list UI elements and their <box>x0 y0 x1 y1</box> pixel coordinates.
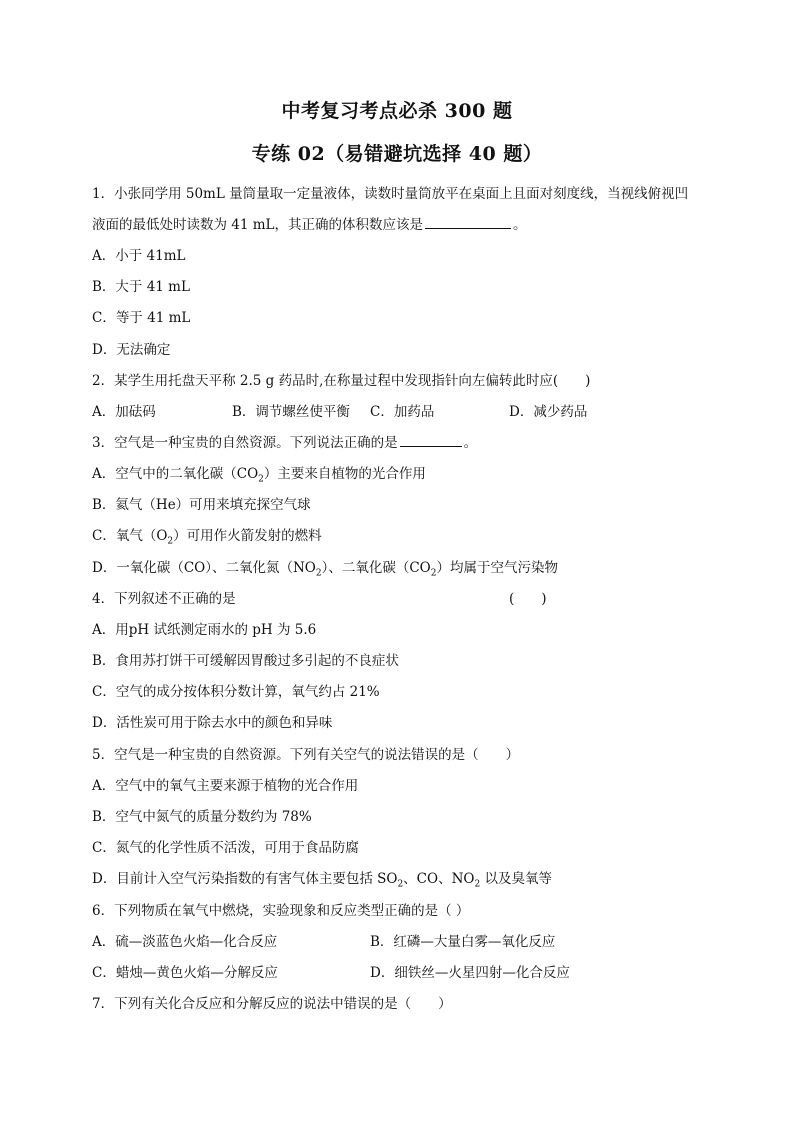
answer-blank <box>400 434 462 447</box>
q5-option-b: B．空气中氮气的质量分数约为 78% <box>92 809 312 825</box>
q5-option-d <box>92 870 552 894</box>
q3-option-d <box>92 559 558 583</box>
q6-option-a: A．硫—淡蓝色火焰—化合反应 <box>92 934 278 950</box>
q6-stem: 6．下列物质在氧气中燃烧，实验现象和反应类型正确的是（ ） <box>92 903 470 919</box>
subscript: 2 <box>430 568 437 579</box>
q6-option-b: B．红磷—大量白雾—氧化反应 <box>370 934 556 950</box>
q3-option-a-text-end: ）主要来自植物的光合作用 <box>263 466 426 482</box>
page-title: 中考复习考点必杀 300 题 <box>281 100 513 122</box>
q2-option-c: C．加药品 <box>370 404 435 420</box>
q1-stem-text: 液面的最低处时读数为 41 mL，其正确的体积数应该是 <box>92 217 424 233</box>
q1-option-d: D．无法确定 <box>92 342 171 358</box>
subscript: 2 <box>397 879 404 890</box>
q1-option-b: B．大于 41 mL <box>92 279 190 295</box>
q3-option-c-text: C．氧气（O <box>92 528 168 544</box>
q5-option-a: A．空气中的氧气主要来源于植物的光合作用 <box>92 778 359 794</box>
answer-blank <box>425 216 511 229</box>
q3-option-b: B．氦气（He）可用来填充探空气球 <box>92 497 311 513</box>
q3-option-c-text-end: ）可用作火箭发射的燃料 <box>173 528 322 544</box>
page-subtitle: 专练 02（易错避坑选择 40 题） <box>251 143 543 165</box>
q5-option-d-text-end: 以及臭氧等 <box>480 871 552 887</box>
q5-option-c: C．氮气的化学性质不活泼，可用于食品防腐 <box>92 840 359 856</box>
q2-stem: 2．某学生用托盘天平称 2.5 g 药品时,在称量过程中发现指针向左偏转此时应( ) <box>92 373 591 389</box>
q6-option-c: C．蜡烛—黄色火焰—分解反应 <box>92 965 278 981</box>
q4-answer-paren: ( ) <box>509 591 547 607</box>
q5-option-d-text: D．目前计入空气污染指数的有害气体主要包括 SO <box>92 871 398 887</box>
q3-stem <box>92 434 477 452</box>
subscript: 2 <box>315 568 322 579</box>
q2-option-d: D．减少药品 <box>509 404 588 420</box>
q2-option-a: A．加砝码 <box>92 404 156 420</box>
q1-option-a: A．小于 41mL <box>92 248 186 264</box>
q7-stem: 7．下列有关化合反应和分解反应的说法中错误的是（ ） <box>92 996 452 1012</box>
q4-option-c: C．空气的成分按体积分数计算，氧气约占 21% <box>92 684 380 700</box>
q3-option-a-text: A．空气中的二氧化碳（CO <box>92 466 259 482</box>
q1-stem-line1: 1．小张同学用 50mL 量筒量取一定量液体，读数时量筒放平在桌面上且面对刻度线，当视线俯视凹 <box>92 186 689 202</box>
q4-option-d: D．活性炭可用于除去水中的颜色和异味 <box>92 715 333 731</box>
q6-option-d: D．细铁丝—火星四射—化合反应 <box>370 965 570 981</box>
q1-stem-line2 <box>92 216 527 234</box>
q4-stem: 4．下列叙述不正确的是 <box>92 591 236 607</box>
q2-option-b: B．调节螺丝使平衡 <box>232 404 350 420</box>
q3-option-a <box>92 465 426 489</box>
q3-option-d-text-mid: ）、二氧化碳（CO <box>321 560 431 576</box>
q1-stem-end: 。 <box>513 217 527 233</box>
subscript: 2 <box>474 879 481 890</box>
q3-stem-text: 3．空气是一种宝贵的自然资源。下列说法正确的是 <box>92 435 398 451</box>
q3-option-d-text-end: ）均属于空气污染物 <box>436 560 558 576</box>
q3-option-c <box>92 527 322 551</box>
subscript: 2 <box>258 474 264 485</box>
q3-stem-end: 。 <box>463 435 478 451</box>
q4-option-b: B．食用苏打饼干可缓解因胃酸过多引起的不良症状 <box>92 653 399 669</box>
subscript: 2 <box>167 536 174 547</box>
q1-option-c: C．等于 41 mL <box>92 310 191 326</box>
q5-stem: 5．空气是一种宝贵的自然资源。下列有关空气的说法错误的是（ ） <box>92 747 520 763</box>
q3-option-d-text: D．一氧化碳（CO）、二氧化氮（NO <box>92 560 316 576</box>
q5-option-d-text-mid: 、CO、NO <box>403 871 475 887</box>
q4-option-a: A．用pH 试纸测定雨水的 pH 为 5.6 <box>92 622 317 638</box>
